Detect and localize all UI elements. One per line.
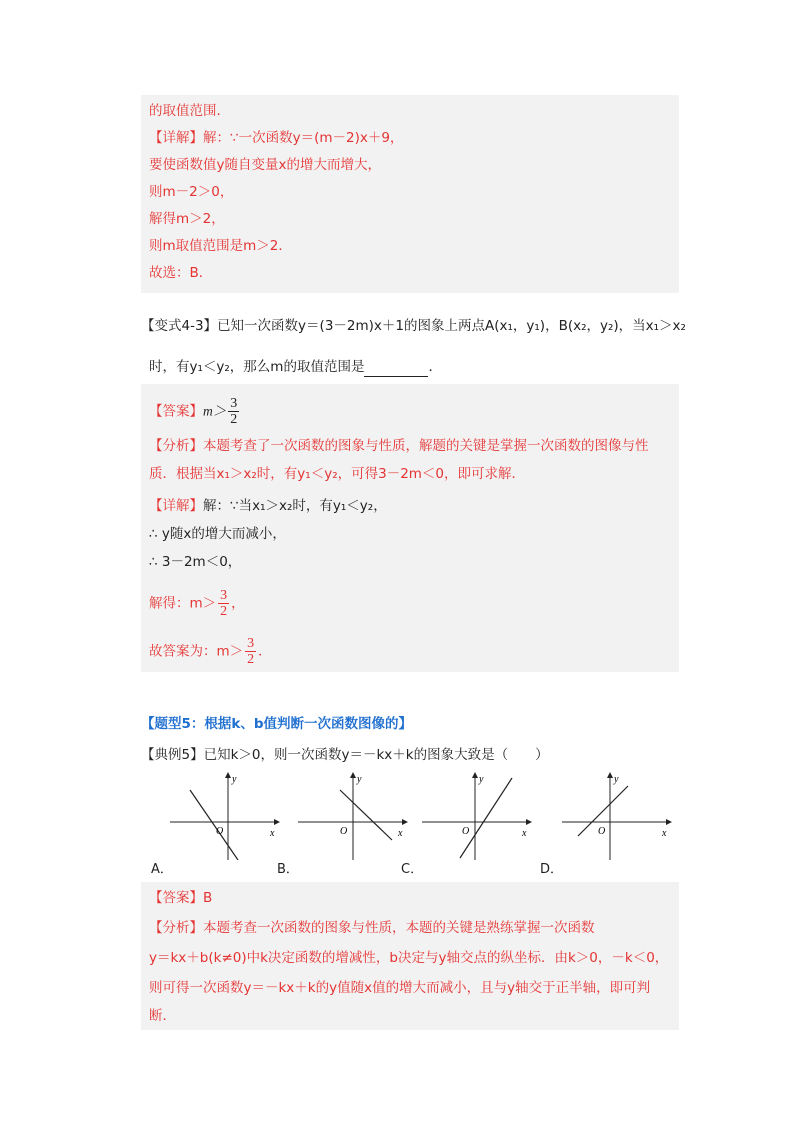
analysis-line-2: 质．根据当x₁＞x₂时，有y₁＜y₂，可得3－2m＜0，即可求解．: [149, 466, 526, 482]
option-a-graph: [170, 770, 280, 860]
x-axis-arrow: [666, 819, 672, 825]
detail-line: [149, 128, 403, 148]
answer-tag: 【答案】: [149, 403, 203, 420]
option-c-graph: [422, 770, 532, 860]
function-line: [190, 790, 238, 860]
answer-fraction: $\frac{3}{2}$: [230, 396, 238, 427]
y-label: y: [357, 774, 362, 785]
fraction: $\frac{3}{2}$: [220, 588, 228, 619]
option-c-label[interactable]: C．: [401, 862, 424, 877]
detail-line-1: 【详解】解：∵当x₁＞x₂时，有y₁＜y₂，: [149, 498, 387, 514]
detail-line-3: ∴ 3－2m＜0，: [149, 554, 242, 570]
y-axis-arrow: [472, 772, 478, 778]
variant-text-end: ．: [428, 359, 442, 375]
detail-line-4: 解得：m＞ $\frac{3}{2}$ ，: [149, 588, 245, 619]
detail-line-2: ∴ y随x的增大而减小，: [149, 526, 286, 542]
analysis-tag: 【分析】: [149, 920, 203, 936]
fraction: $\frac{3}{2}$: [247, 636, 255, 667]
analysis-line-3: 则可得一次函数y＝－kx＋k的y值随x值的增大而减小，且与y轴交于正半轴，即可判: [149, 980, 651, 996]
y-axis-arrow: [607, 772, 613, 778]
solution-box-2: [141, 384, 679, 672]
text-line: 的取值范围．: [149, 103, 230, 119]
function-line: [460, 778, 512, 858]
analysis-line-4: 断．: [149, 1008, 176, 1024]
solution-box-3: [141, 882, 679, 1030]
function-line: [340, 790, 392, 840]
answer-blank: [364, 362, 428, 377]
y-label: y: [232, 774, 237, 785]
answer-line: [149, 396, 241, 427]
option-a-label[interactable]: A．: [151, 862, 173, 877]
analysis-line-2: y＝kx＋b(k≠0)中k决定函数的增减性，b决定与y轴交点的纵坐标．由k＞0，－k＜0，: [149, 950, 669, 966]
text-line: 则m取值范围是m＞2．: [149, 238, 292, 254]
text-line: 解得m＞2，: [149, 211, 225, 227]
x-label: x: [398, 828, 403, 839]
example-question: 【典例5】已知k＞0，则一次函数y＝－kx＋k的图象大致是（ ）: [141, 747, 549, 763]
origin-label: O: [216, 826, 224, 837]
origin-label: O: [598, 826, 606, 837]
analysis-line-1: 【分析】本题考查一次函数的图象与性质，本题的关键是熟练掌握一次函数: [149, 920, 595, 936]
x-axis-arrow: [402, 819, 408, 825]
section-heading: 【题型5：根据k、b值判断一次函数图像的】: [141, 716, 413, 732]
origin-label: O: [340, 826, 348, 837]
x-label: x: [662, 828, 667, 839]
origin-label: O: [462, 826, 470, 837]
answer-line: [149, 888, 212, 908]
detail-tag: 【详解】: [149, 130, 203, 146]
text-line: 故选：B．: [149, 265, 213, 281]
analysis-tag: 【分析】: [149, 438, 203, 454]
answer-text: B: [203, 890, 213, 906]
y-label: y: [614, 774, 619, 785]
detail-text: 解：∵一次函数y＝(m－2)x＋9，: [203, 130, 404, 146]
text-line: 要使函数值y随自变量x的增大而增大，: [149, 157, 381, 173]
option-d-graph: [562, 770, 672, 860]
detail-tag: 【详解】: [149, 498, 203, 514]
answer-tag: 【答案】: [149, 890, 203, 906]
y-axis-arrow: [350, 772, 356, 778]
variant-text-2: 时，有y₁＜y₂，那么m的取值范围是: [149, 359, 365, 375]
variant-text: 已知一次函数y＝(3－2m)x＋1的图象上两点A(x₁，y₁)，B(x₂，y₂)，当x₁＞x₂: [217, 318, 686, 334]
option-b-graph: [298, 770, 408, 860]
x-axis-arrow: [526, 819, 532, 825]
example-tag: 【典例5】: [141, 747, 204, 763]
x-label: x: [270, 828, 275, 839]
x-label: x: [522, 828, 527, 839]
variant-tag: 【变式4-3】: [141, 318, 218, 334]
option-d-label[interactable]: D．: [540, 862, 564, 877]
option-b-label[interactable]: B．: [277, 862, 299, 877]
variant-question-line2: [149, 357, 442, 377]
y-axis-arrow: [225, 772, 231, 778]
variant-question-line1: [141, 316, 686, 336]
answer-text: m＞: [203, 403, 227, 419]
text-line: 则m－2＞0，: [149, 184, 234, 200]
solution-box-1: [141, 95, 679, 293]
x-axis-arrow: [274, 819, 280, 825]
analysis-line-1: 【分析】本题考查了一次函数的图象与性质，解题的关键是掌握一次函数的图像与性: [149, 438, 649, 454]
y-label: y: [479, 774, 484, 785]
detail-line-5: 故答案为：m＞ $\frac{3}{2}$ ．: [149, 636, 272, 667]
